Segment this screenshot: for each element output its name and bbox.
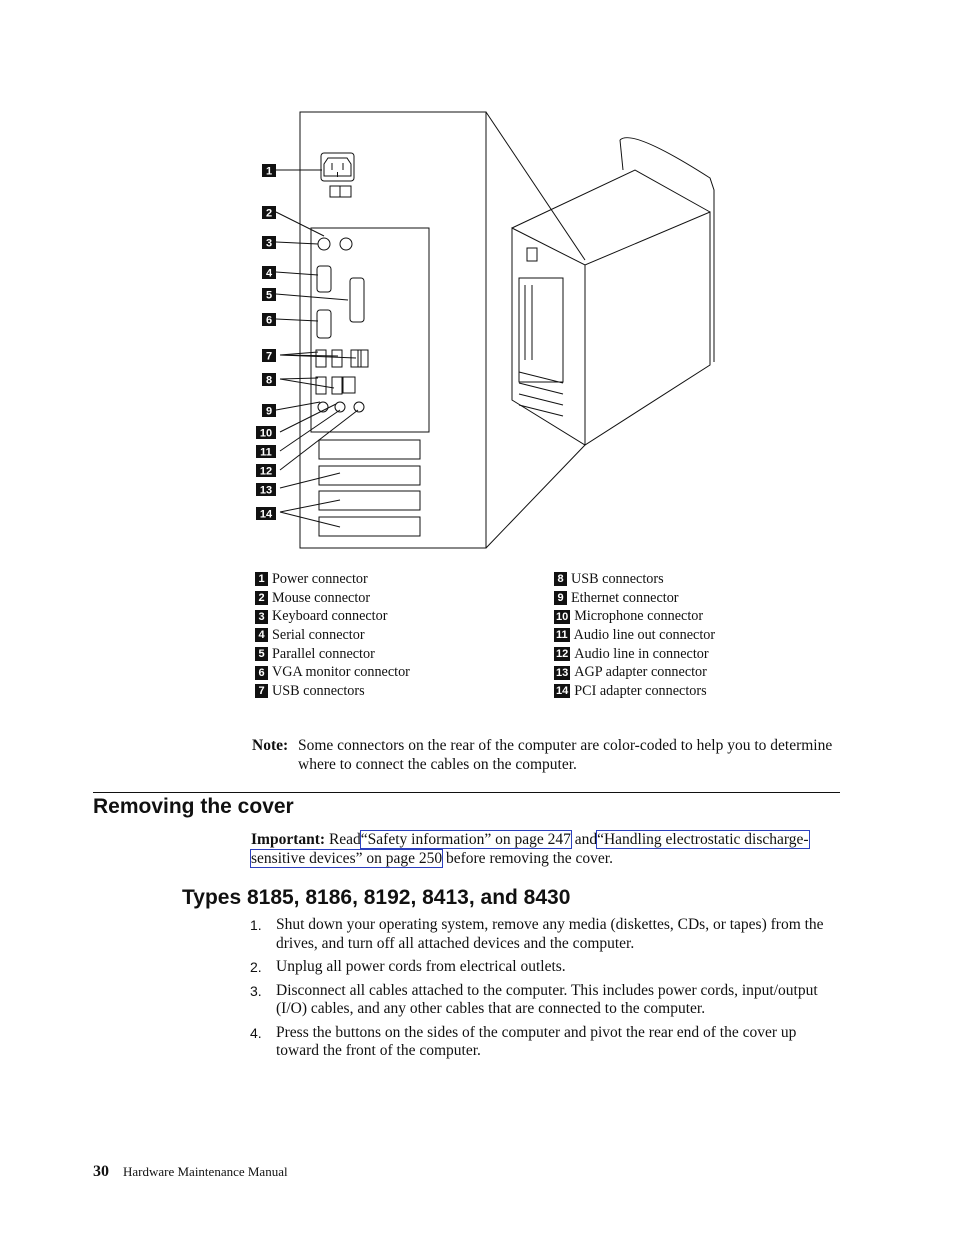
list-item: 3. Disconnect all cables attached to the computer. This includes power cords, input/output (I/O) cables, and any other cables that are connected to the computer. xyxy=(250,981,818,1017)
legend-item: 8 USB connectors xyxy=(554,570,715,589)
note-label: Note: xyxy=(252,737,289,754)
legend-item: 5 Parallel connector xyxy=(255,645,410,664)
legend-item: 2 Mouse connector xyxy=(255,589,410,608)
callout-9: 9 xyxy=(265,405,273,418)
page-footer xyxy=(93,1163,288,1181)
callout-5: 5 xyxy=(265,289,273,302)
legend-item: 10 Microphone connector xyxy=(556,608,704,625)
agp-slot xyxy=(319,440,420,459)
subsection-title: Types 8185, 8186, 8192, 8413, and 8430 xyxy=(182,886,571,909)
list-item: 4. Press the buttons on the sides of the computer and pivot the rear end of the cover up toward the front of the computer. xyxy=(250,1023,797,1059)
manual-title: Hardware Maintenance Manual xyxy=(123,1164,288,1179)
section-title: Removing the cover xyxy=(93,795,294,818)
parallel-port xyxy=(350,278,364,322)
procedure-steps xyxy=(250,916,842,1066)
callout-2: 2 xyxy=(265,207,273,220)
legend-item: 1 Power connector xyxy=(255,570,410,589)
callout-11: 11 xyxy=(260,446,272,459)
tower-outline xyxy=(512,212,710,445)
io-plate xyxy=(311,228,429,432)
note-text: Some connectors on the rear of the computer are color-coded to help you to determine where to connect the cables on the computer. xyxy=(298,737,833,773)
esd-handling-link[interactable]: “Handling electrostatic discharge-sensitive devices” on page 250 xyxy=(251,831,809,867)
callout-13: 13 xyxy=(259,484,273,497)
rear-connectors-diagram xyxy=(240,100,730,555)
page-number: 30 xyxy=(93,1163,109,1180)
callout-8: 8 xyxy=(265,374,273,387)
legend-item: 12 Audio line in connector xyxy=(556,645,709,662)
callout-4: 4 xyxy=(265,267,273,280)
legend-item: 14 PCI adapter connectors xyxy=(556,683,707,700)
callout-10: 10 xyxy=(259,427,273,440)
legend-left xyxy=(255,570,410,701)
mouse-port xyxy=(318,238,330,250)
callout-12: 12 xyxy=(259,465,273,478)
vga-port xyxy=(317,310,331,338)
legend-item: 3 Keyboard connector xyxy=(255,607,410,626)
callout-14: 14 xyxy=(259,508,273,521)
legend-right xyxy=(554,570,715,701)
section-divider xyxy=(93,792,840,793)
legend-item: 4 Serial connector xyxy=(255,626,410,645)
callout-6: 6 xyxy=(265,314,273,327)
list-item: 1. Shut down your operating system, remove any media (diskettes, CDs, or tapes) from the drives, and turn off all attached devices and the computer. xyxy=(250,916,824,952)
ethernet-port xyxy=(343,377,355,393)
legend-item: 13 AGP adapter connector xyxy=(556,664,707,681)
pci-slot xyxy=(319,466,420,485)
legend-item: 7 USB connectors xyxy=(255,682,410,701)
legend-item: 11 Audio line out connector xyxy=(556,627,716,644)
legend-item: 6 VGA monitor connector xyxy=(255,663,410,682)
callout-1: 1 xyxy=(265,165,273,178)
serial-port xyxy=(317,266,331,292)
callout-7: 7 xyxy=(265,350,273,363)
safety-info-link[interactable]: “Safety information” on page 247 xyxy=(360,831,571,848)
legend-item: 9 Ethernet connector xyxy=(554,589,715,608)
rear-panel xyxy=(300,112,486,548)
list-item: 2. Unplug all power cords from electrical outlets. xyxy=(250,958,566,975)
important-notice: Important: Read“Safety information” on page 247 and“Handling electrostatic discharge-sensitive devices” on page 250 before removing the cover. xyxy=(251,831,809,867)
callout-3: 3 xyxy=(265,237,273,250)
keyboard-port xyxy=(340,238,352,250)
important-label: Important: xyxy=(251,831,326,848)
